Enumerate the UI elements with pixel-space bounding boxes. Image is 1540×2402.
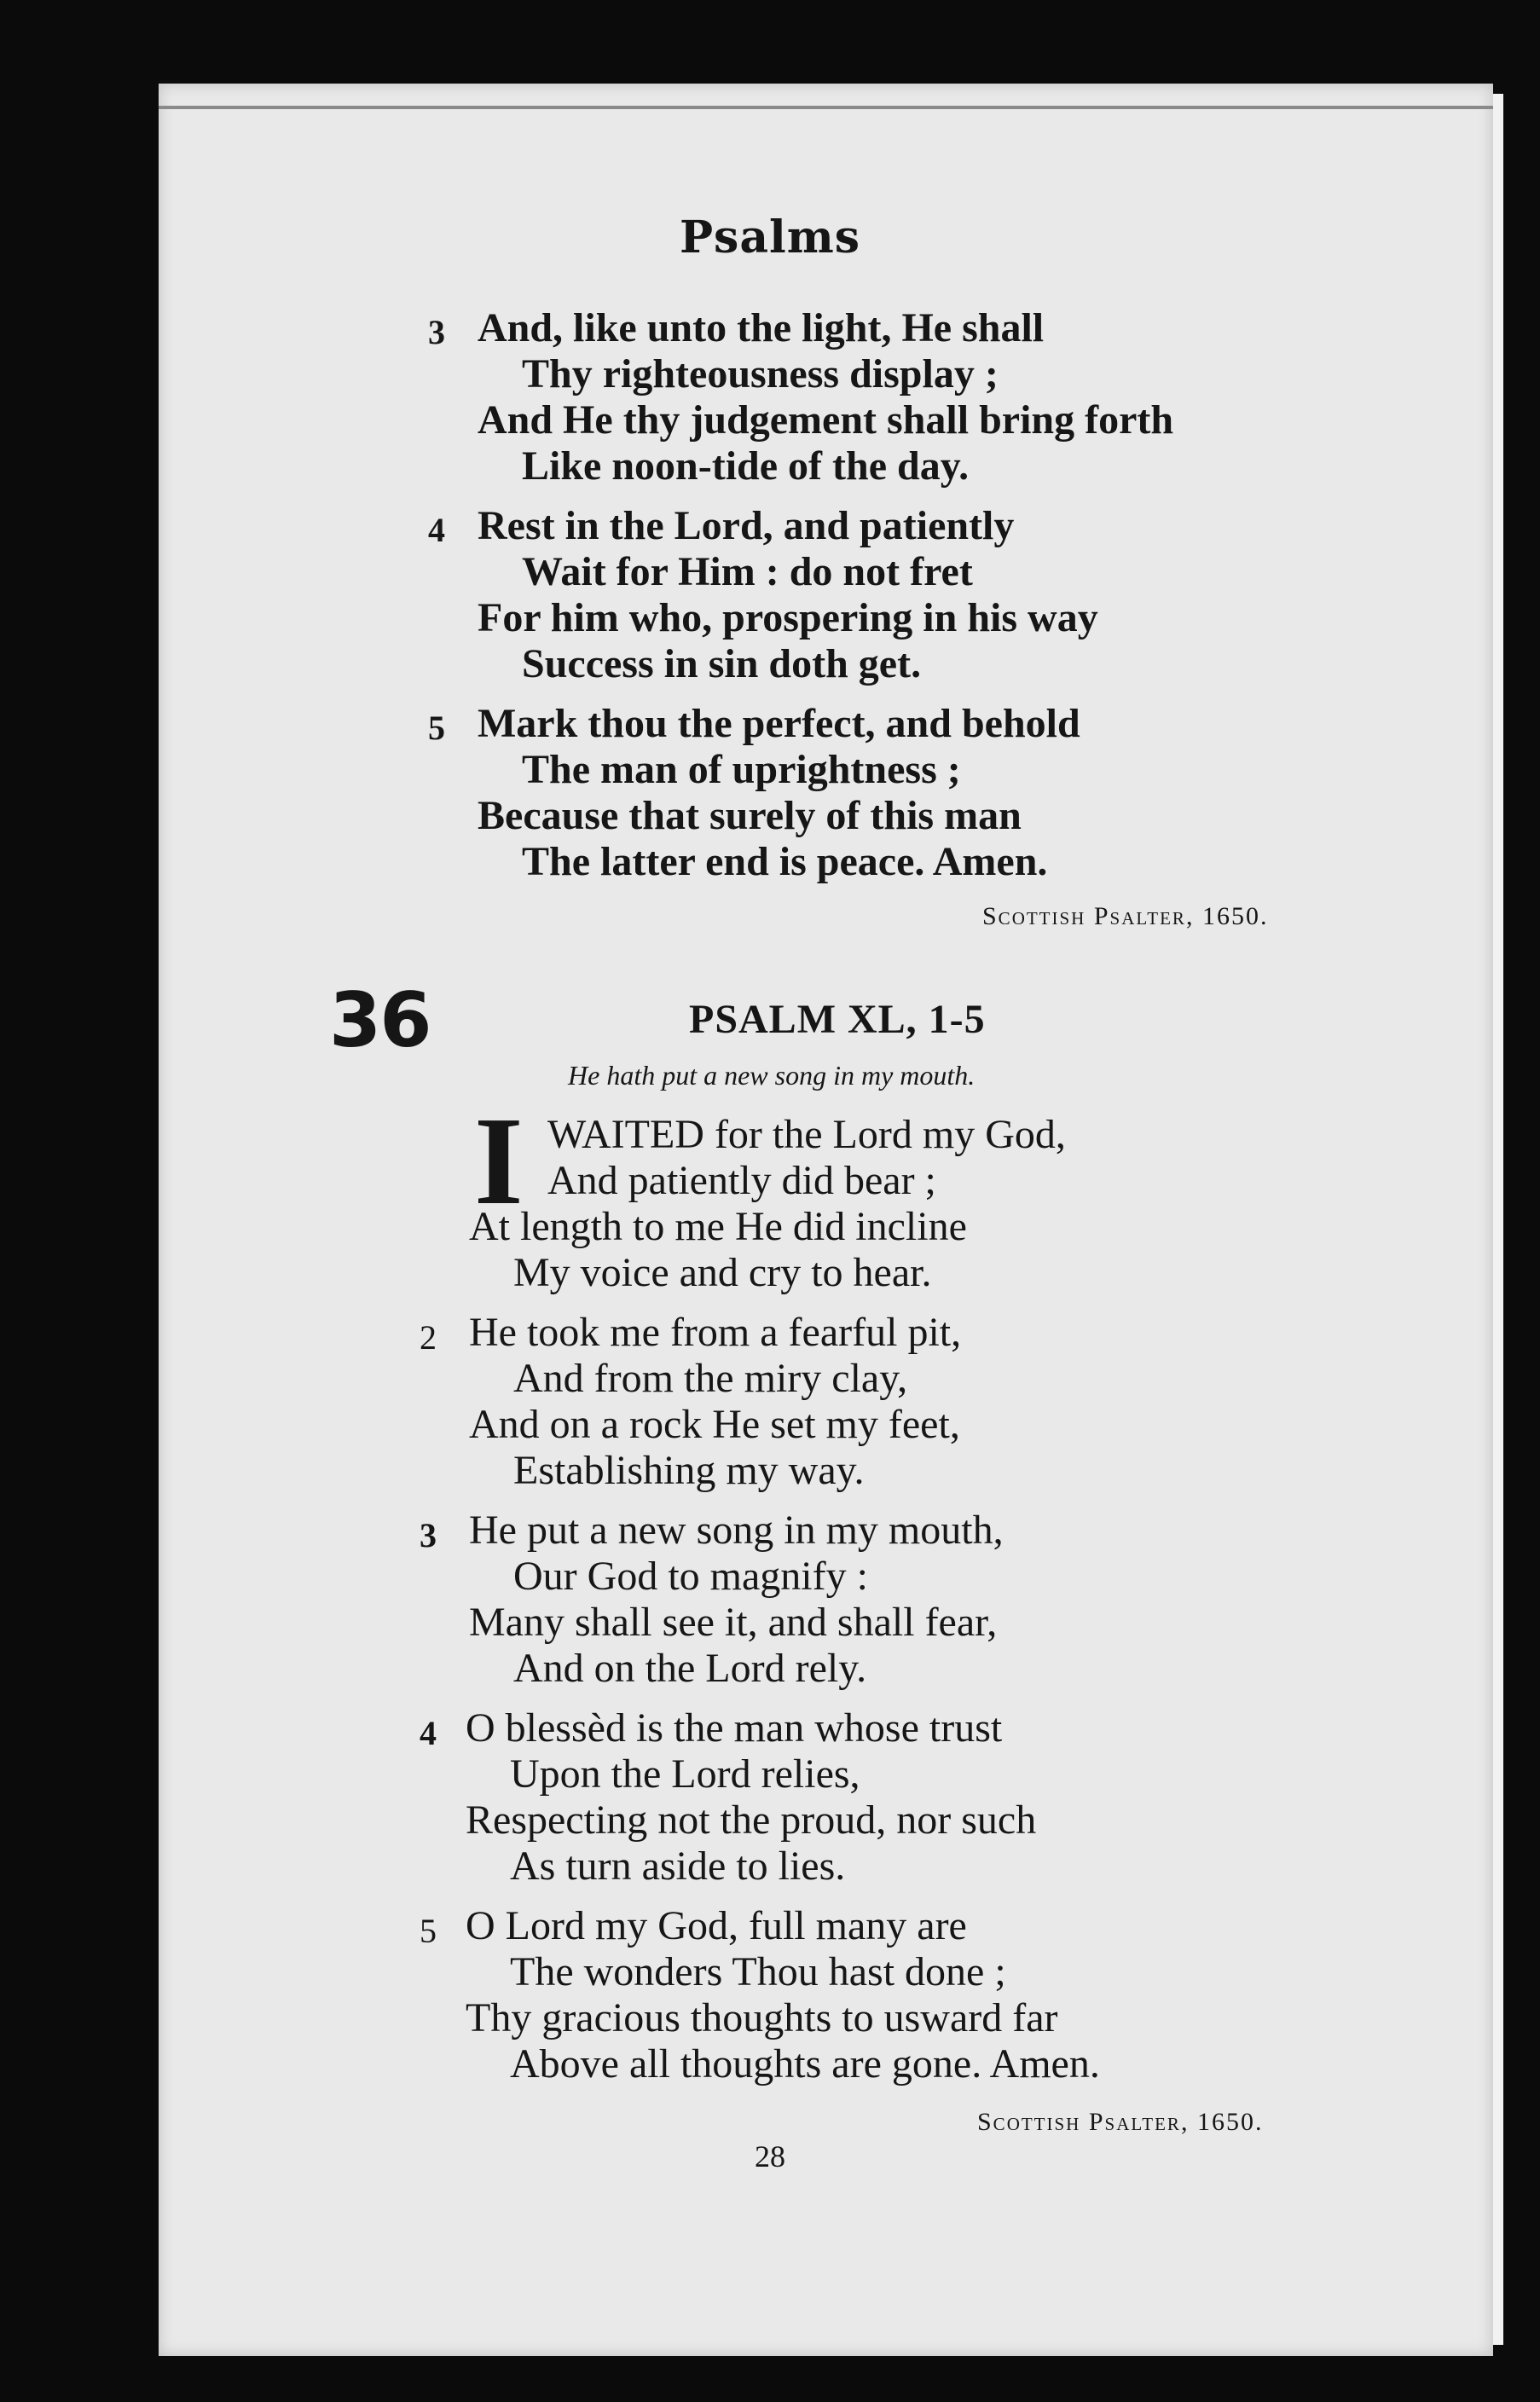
drop-cap: I: [474, 1091, 524, 1231]
verse-line: O blessèd is the man whose trust: [466, 1705, 1003, 1751]
verse-number: 5: [428, 709, 445, 747]
verse-line: Our God to magnify :: [513, 1554, 868, 1599]
verse-number: 4: [420, 1714, 437, 1752]
verse-block: [478, 503, 1098, 687]
running-header: Psalms: [679, 211, 861, 263]
verse-line: Success in sin doth get.: [522, 641, 922, 686]
page-top-rule: [159, 106, 1493, 109]
verse-number: 4: [428, 511, 445, 549]
verse-line: The man of uprightness ;: [522, 747, 961, 792]
epigraph: He hath put a new song in my mouth.: [568, 1060, 976, 1091]
verse-line: Mark thou the perfect, and behold: [478, 701, 1080, 746]
verse-line: The latter end is peace. Amen.: [522, 839, 1048, 884]
verse-block: [466, 1903, 1100, 2087]
verse-block: [478, 305, 1173, 489]
verse-line: My voice and cry to hear.: [513, 1250, 932, 1295]
attribution: Scottish Psalter, 1650.: [977, 2108, 1264, 2136]
verse-line: And patiently did bear ;: [547, 1158, 936, 1203]
verse-line: WAITED for the Lord my God,: [547, 1112, 1066, 1157]
psalm-title: PSALM XL, 1-5: [689, 997, 986, 1042]
verse-number: 3: [428, 313, 445, 351]
verse-line: Respecting not the proud, nor such: [466, 1797, 1037, 1843]
verse-block: [469, 1310, 961, 1494]
verse-number: 2: [420, 1318, 437, 1357]
verse-line: And from the miry clay,: [513, 1356, 908, 1401]
verse-line: Because that surely of this man: [478, 793, 1022, 838]
verse-line: At length to me He did incline: [469, 1204, 967, 1249]
verse-line: As turn aside to lies.: [510, 1843, 846, 1889]
verse-line: And on a rock He set my feet,: [469, 1402, 960, 1447]
verse-line: He put a new song in my mouth,: [469, 1508, 1004, 1553]
verse-line: O Lord my God, full many are: [466, 1903, 967, 1948]
verse-line: Above all thoughts are gone. Amen.: [510, 2041, 1100, 2087]
verse-line: And He thy judgement shall bring forth: [478, 397, 1174, 443]
page-edge: [1493, 94, 1503, 2345]
verse-line: Rest in the Lord, and patiently: [478, 503, 1015, 548]
hymn-number: 36: [329, 976, 431, 1064]
verse-block: [469, 1508, 1004, 1692]
verse-line: Thy gracious thoughts to usward far: [466, 1995, 1058, 2040]
verse-line: And on the Lord rely.: [513, 1646, 867, 1691]
attribution: Scottish Psalter, 1650.: [982, 902, 1269, 930]
verse-line: The wonders Thou hast done ;: [510, 1949, 1006, 1994]
verse-line: For him who, prospering in his way: [478, 595, 1098, 640]
verse-line: He took me from a fearful pit,: [469, 1310, 962, 1355]
page-number: 28: [755, 2139, 785, 2173]
verse-number: 5: [420, 1912, 437, 1950]
verse-line: Establishing my way.: [513, 1448, 865, 1493]
verse-line: Thy righteousness display ;: [522, 351, 999, 396]
verse-line: Upon the Lord relies,: [510, 1751, 860, 1797]
verse-block: [466, 1705, 1036, 1890]
verse-line: Many shall see it, and shall fear,: [469, 1600, 998, 1645]
verse-number: 3: [420, 1516, 437, 1554]
verse-block: [478, 701, 1080, 885]
verse-line: Wait for Him : do not fret: [522, 549, 973, 594]
verse-line: And, like unto the light, He shall: [478, 305, 1045, 350]
verse-block: [469, 1112, 1066, 1296]
verse-line: Like noon-tide of the day.: [522, 443, 970, 489]
